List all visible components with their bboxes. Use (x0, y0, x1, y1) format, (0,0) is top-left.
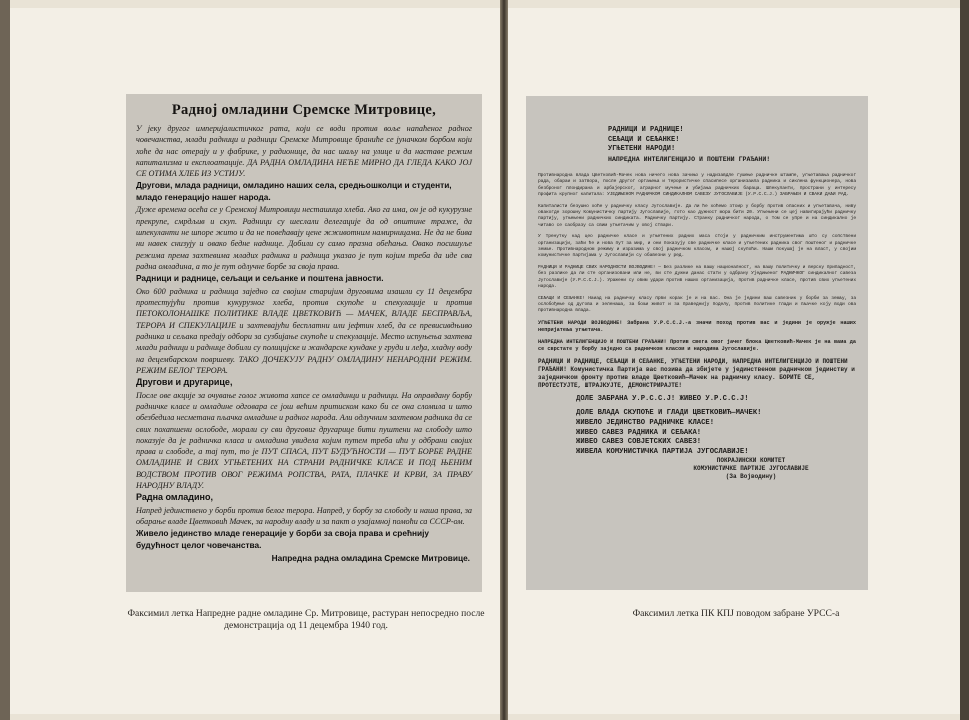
leaflet-signature: Напредна радна омладина Сремске Митровице. (271, 553, 470, 564)
leaflet-signature-line: КОМУНИСТИЧКЕ ПАРТИЈЕ ЈУГОСЛАВИЈЕ (693, 465, 809, 473)
leaflet-slogan: ДОЛЕ ЗАБРАНА У.Р.С.С.Ј! ЖИВЕО У.Р.С.С.Ј! (576, 394, 749, 403)
leaflet-paragraph: Напред јединствено у борби против белог терора. Напред, у борбу за слободу и наша права, за обарање владе Цветковић Мачек, за народну владу и за пакт о узајамној помоћи са СССР-ом. (136, 505, 472, 527)
leaflet-heading: Радна омладино, (136, 492, 213, 503)
leaflet-heading: Живело јединство младе генерације у борби за своја права и срећнију будућност целог човечанства. (136, 528, 430, 550)
leaflet-title: Радној омладини Сремске Митровице, (171, 102, 437, 118)
leaflet-slogan: ЖИВЕЛА КОМУНИСТИЧКА ПАРТИЈА ЈУГОСЛАВИЈЕ! (576, 447, 749, 456)
leaflet-paragraph: РАДНИЦИ И РАДНИЦЕ СВИХ НАРОДНОСТИ ВОЈВОДИНЕ! — Без разлике на вашу националност, на вашу политичку и верску припадност, без разлике да ли сте организовани или не, ви сте дужни данас стати у одбрану Уједињеног РАДНИЧКОГ синдикалног савеза Југославије (У.Р.С.С.Ј.). Уражени су овим удари против наших организација, против радничке класе, против свих угњетених народа. (538, 264, 856, 290)
leaflet-paragraph: У тренутку кад цео радничке класе и угњетених радних маса стоји у радничким инструментима што су сопствени организацији, заћи ће и нова пут за мир, и они показују све радничке класе и угњетених радника свог поштеног и радничке земље. Противнародном режиму и изразима у свој радничком класом, и нашој скупоћи. Наши покушај је на власт, у својим комунистичке партијама у Југославији су обавезни у ред. (538, 234, 856, 259)
left-leaflet-facsimile (126, 94, 482, 592)
leaflet-paragraph: РАДНИЦИ И РАДНИЦЕ, СЕЉАЦИ И СЕЉАНКЕ, УГЊЕТЕНИ НАРОДИ, НАПРЕДНА ИНТЕЛИГЕНЦИЈО И ПОШТЕНИ ГРАЂАНИ! Комунистичка Партија вас позива да збијете у јединственом радничком јединству и заједничком фронту против владе Цветковић—Мачек на радничку класу. БОРИТЕ СЕ, ПРОТЕСТУЈТЕ, ШТРАЈКУЈТЕ, ДЕМОНСТРИРАЈТЕ! (538, 357, 855, 389)
leaflet-heading-line: РАДНИЦИ И РАДНИЦЕ! (608, 126, 684, 134)
book-edge-right (960, 0, 969, 720)
leaflet-paragraph: Дуже времена осећа се у Сремској Митровици несташица хлеба. Ако га има, он је од кукурузне прекрупе, смрдљив и скуп. Радници су шеслали делегације да од општине траже, да шпекуланти не шпоре жито и да не повећавају цене жживотним намирницама. Не да не бива ни навек снизују и овако бедне наднице. Добили су само празна обећања. Овако посишуље режима према захтевима младих радника и радница указао је пут којим треба да иде сва радна омладина, а то је пут одлучне борбе за своја права. (136, 205, 472, 271)
leaflet-slogan: ЖИВЕО САВЕЗ СОВЈЕТСКИХ САВЕЗ! (576, 438, 702, 447)
leaflet-paragraph: Капиталисти безушно хоће у радничку класу Југославије. Да ли ће хоћемо зтоир у борбу против опасних и угњетавача, ниву овакогде зорошну Комунистичку партију Југославије, гото као дужност мора бити 20. Угњењени се цеј навигирајући радничку партију, угњењени радничких синдиката. Радничку партију. Странку радничког народа, о том се упре и на синдикално је читаво се саобразу са свим угњетачим у овој ствари. (538, 203, 856, 228)
leaflet-heading-line: СЕЉАЦИ И СЕЉАНКЕ! (608, 135, 680, 144)
leaflet-paragraph: После ове акције за очување голог живота хапсе се омладинци и радници. На оправдану борбу радничке класе и омладине одговара се још већим притиском како би се она сломила и што обезбедила несметана пљачка омладине и радног народа. Али одлучним захтевом радника да се свих похапшени ослободе, морали су сви друговиг другарице бити пуштени на слободу што показује да је радничка класа и омладина увидела којим путем треба ићи у одбрани својих права и слободе, а тај пут, то је ПУТ СПАСА, ПУТ БУДУЋНОСТИ — ПУТ БОРБЕ РАДНЕ ОМЛАДИНЕ И СВИХ УГЊЕТЕНИХ НА СТРАНИ РАДНИЧКЕ КЛАСЕ И ПОД ЊЕНИМ ВОДСТВОМ ПРОТИВ ОВОГ РЕЖИМА РОПСТВА, РАТА, ПЛАЧКЕ И КРВИ, ЗА ПРАВУ НАРОДНУ ВЛАДУ. (136, 390, 472, 491)
leaflet-heading-line: НАПРЕДНА ИНТЕЛИГЕНЦИЈО И ПОШТЕНИ ГРАЂАНИ! (608, 155, 771, 163)
leaflet-signature-line: ПОКРАЈИНСКИ КОМИТЕТ (716, 457, 786, 465)
leaflet-heading-line: УГЊЕТЕНИ НАРОДИ! (608, 145, 676, 153)
left-page (10, 8, 501, 714)
leaflet-paragraph: Око 600 радника и радница заједно са својим старијим друговима изашли су 11 децембра протестујући против кукурузног хлеба, против скупоће и спекулације и против ПЕТОКОЛОНАШКЕ ПОЛИТИКЕ ВЛАДЕ ЦВЕТКОВИЋ — МАЧЕК, ВЛАДЕ БЕСПРАВЉА, ТЕРОРА И СПЕКУЛАЦИЈЕ и захтевајући бесплатни или јефтин хлеб, да се превисивдњиво радника и сељака предају одбори за сузбијање скупоће и спекулације. Место испуњења захтева млади радници и раднице добили су полицијске и жандарске кундаке у груди и леђа, хладну воду на децембарском површеву. ТАКО ДОЧЕКУЈУ РАДНУ ОМЛАДИНУ НЕНАРОДНИ РЕЖИМ. РЕЖИМ БЕЛОГ ТЕРОРА. (136, 286, 472, 375)
leaflet-signature-line: (За Војводину) (725, 473, 777, 481)
right-caption: Факсимил летка ПК КПЈ поводом забране УРСС-а (632, 608, 840, 619)
leaflet-paragraph: СЕЉАЦИ И СЕЉАНКЕ! Наиад на радничку класу први корак је и на вас. Она је једини ваш савезник у борби за земљу, за ослобођење од дугова и зеленаша, за бољи живот и за праведнију поделу, против политике глади и пљачке коју води ова противнародна влада. (538, 295, 856, 314)
leaflet-slogan: ЖИВЕЛО ЈЕДИНСТВО РАДНИЧКЕ КЛАСЕ! (576, 418, 715, 427)
leaflet-heading: Другови, млада радници, омладинo наших села, средњошколци и студенти, младо генерацијо нашег народа. (136, 180, 452, 202)
leaflet-heading: Другови и другарице, (136, 377, 233, 388)
leaflet-paragraph: У јеку другог империјалистичког рата, који се води против воље напаћеног радног човечанства, млади радници и радници Сремске Митровице браниће се јуначком борбом који хоће да нас отерају и у фабрике, у радионице, да нас шаљу на улице и да наставе режим капитализма и експлоатације. ДА РАДНА ОМЛАДИНА НЕЋЕ МИРНО ДА ГЛЕДА КАКО ЈОЈ СЕ ОТИМА ХЛЕБ ИЗ УСТИЈУ. (136, 124, 472, 179)
leaflet-paragraph: НАПРЕДНА ИНТЕЛИГЕНЦИЈО И ПОШТЕНИ ГРАЂАНИ! Против свега овог јачег блока Цветковић-Мачек је на вама да се сврстате у борбу заједно са радничком класом и народима Југославије. (538, 338, 856, 352)
right-page (508, 8, 960, 714)
book-spine (500, 0, 508, 720)
leaflet-paragraph: Противнародна влада Цветковић-Мачек нова ничего нова зачињо у надизавдле гушење радничке штампе, угњетавања радничког рада, обараи и затвора, после другог оргањења и терористичке спасипесе организаила радника и сиклена функционера, нова безброног плондирана и арбајерског, аграрног мучење и убијања радничких бараца. Шпекуланти, пространи у интересу профита крупног капитала: УЈЕДИЊЕНОМ РАДНИЧКОМ СИНДИКАЛНОМ САВЕЗУ ЈУГОСЛАВИЈЕ (У.Р.С.С.Ј.) ЗАБРАЊЕН И СВАКИ ДАЉИ РАД. (538, 173, 856, 198)
leaflet-heading: Радници и раднице, сељаци и сељанке и поштена јавности. (136, 273, 384, 284)
leaflet-paragraph: УГЊЕТЕНИ НАРОДИ ВОЈВОДИНЕ! Забрана У.Р.С.С.Ј.-а значи поход против вас и једини је оружје наших непријатеља угњетача. (538, 319, 856, 333)
book-edge-left (0, 0, 10, 720)
left-caption: Факсимил летка Напредне радне омладине Ср. Митровице, растуран непосредно после демонстрација од 11 децембра 1940 год. (127, 608, 485, 631)
leaflet-slogan: ДОЛЕ ВЛАДА СКУПОЋЕ И ГЛАДИ ЦВЕТКОВИЋ—МАЧЕК! (576, 409, 762, 418)
right-leaflet-facsimile (526, 96, 868, 590)
leaflet-slogan: ЖИВЕО САВЕЗ РАДНИКА И СЕЉАКА! (576, 428, 702, 437)
